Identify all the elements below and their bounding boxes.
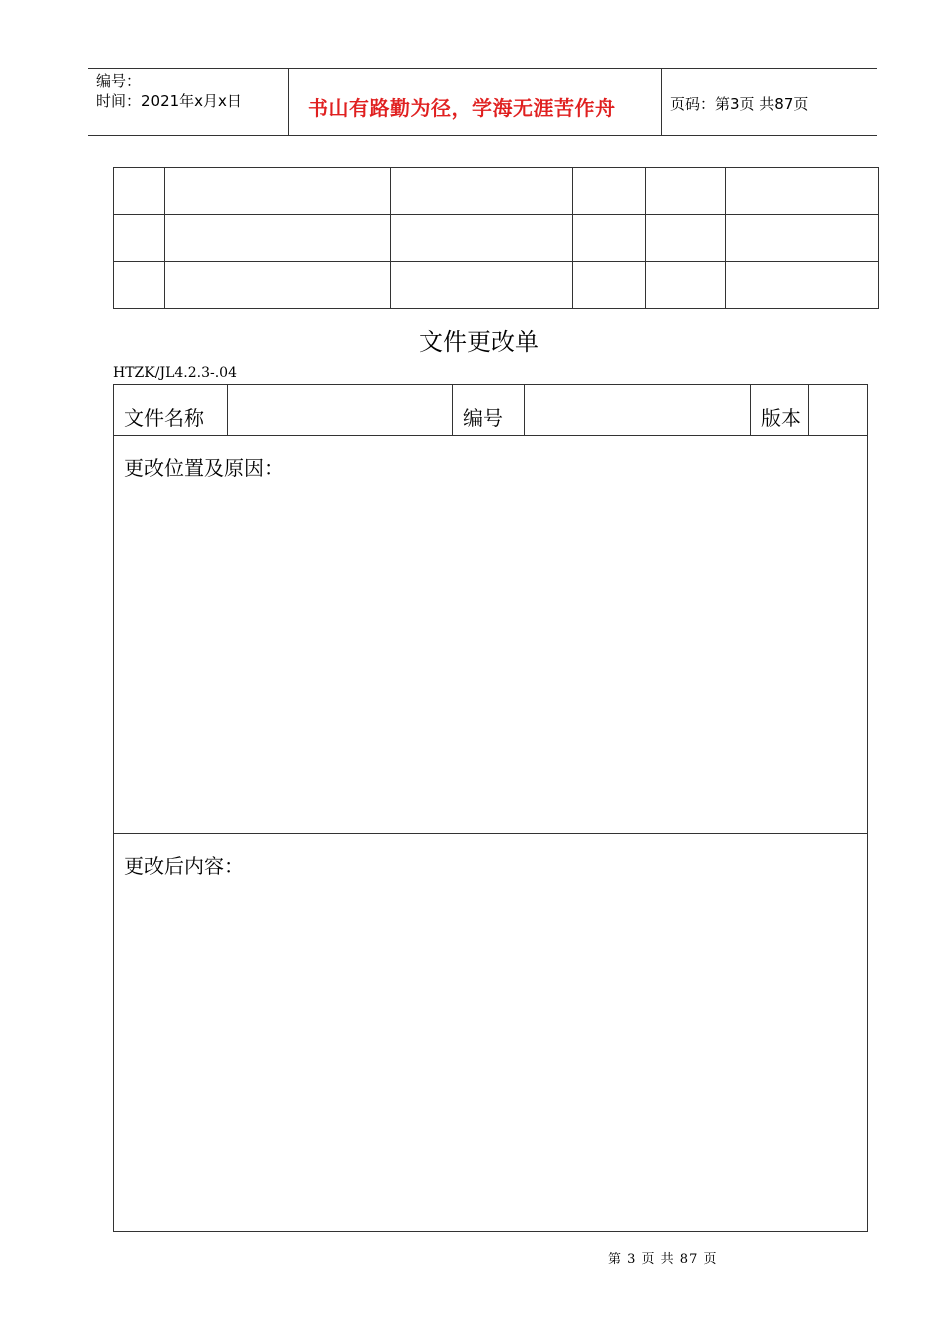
table-cell: [114, 168, 165, 215]
change-reason-area[interactable]: [114, 436, 868, 834]
number-field[interactable]: [525, 385, 751, 436]
table-cell: [114, 215, 165, 262]
form-header-row: [114, 385, 868, 436]
form-title: 文件更改单: [419, 328, 539, 356]
table-cell: [391, 215, 573, 262]
header-divider-right: [661, 68, 662, 135]
table-cell: [165, 168, 391, 215]
table-cell: [726, 168, 879, 215]
table-cell: [646, 168, 726, 215]
header-divider-left: [288, 68, 289, 135]
table-cell: [165, 215, 391, 262]
header-number-label: 编号：: [96, 72, 142, 90]
table-cell: [165, 262, 391, 309]
change-reason-row: [114, 436, 868, 834]
table-cell: [573, 262, 646, 309]
change-reason-label: 更改位置及原因：: [124, 456, 284, 480]
form-code: HTZK/JL4.2.3-.04: [113, 365, 237, 381]
change-content-area[interactable]: [114, 834, 868, 1232]
table-cell: [646, 215, 726, 262]
file-name-label: 文件名称: [114, 385, 228, 436]
table-cell: [391, 168, 573, 215]
table-cell: [573, 215, 646, 262]
header-bottom-rule: [88, 135, 877, 136]
table-cell: [726, 215, 879, 262]
table-cell: [114, 262, 165, 309]
footer-page-number: 第 3 页 共 87 页: [608, 1252, 718, 1267]
table-cell: [391, 262, 573, 309]
version-label: 版本: [751, 385, 809, 436]
change-content-label: 更改后内容：: [124, 854, 244, 878]
table-row: [114, 262, 879, 309]
top-empty-table: [113, 167, 879, 309]
table-cell: [646, 262, 726, 309]
table-row: [114, 168, 879, 215]
version-field[interactable]: [809, 385, 868, 436]
header-top-rule: [88, 68, 877, 69]
header-motto: 书山有路勤为径，学海无涯苦作舟: [308, 96, 616, 120]
header-page-info: 页码：第3页 共87页: [670, 95, 809, 113]
table-cell: [726, 262, 879, 309]
file-name-field[interactable]: [228, 385, 453, 436]
change-content-row: [114, 834, 868, 1232]
header-time-label: 时间：2021年x月x日: [96, 92, 242, 110]
number-label: 编号: [453, 385, 525, 436]
table-cell: [573, 168, 646, 215]
change-form-table: [113, 384, 868, 1232]
table-row: [114, 215, 879, 262]
